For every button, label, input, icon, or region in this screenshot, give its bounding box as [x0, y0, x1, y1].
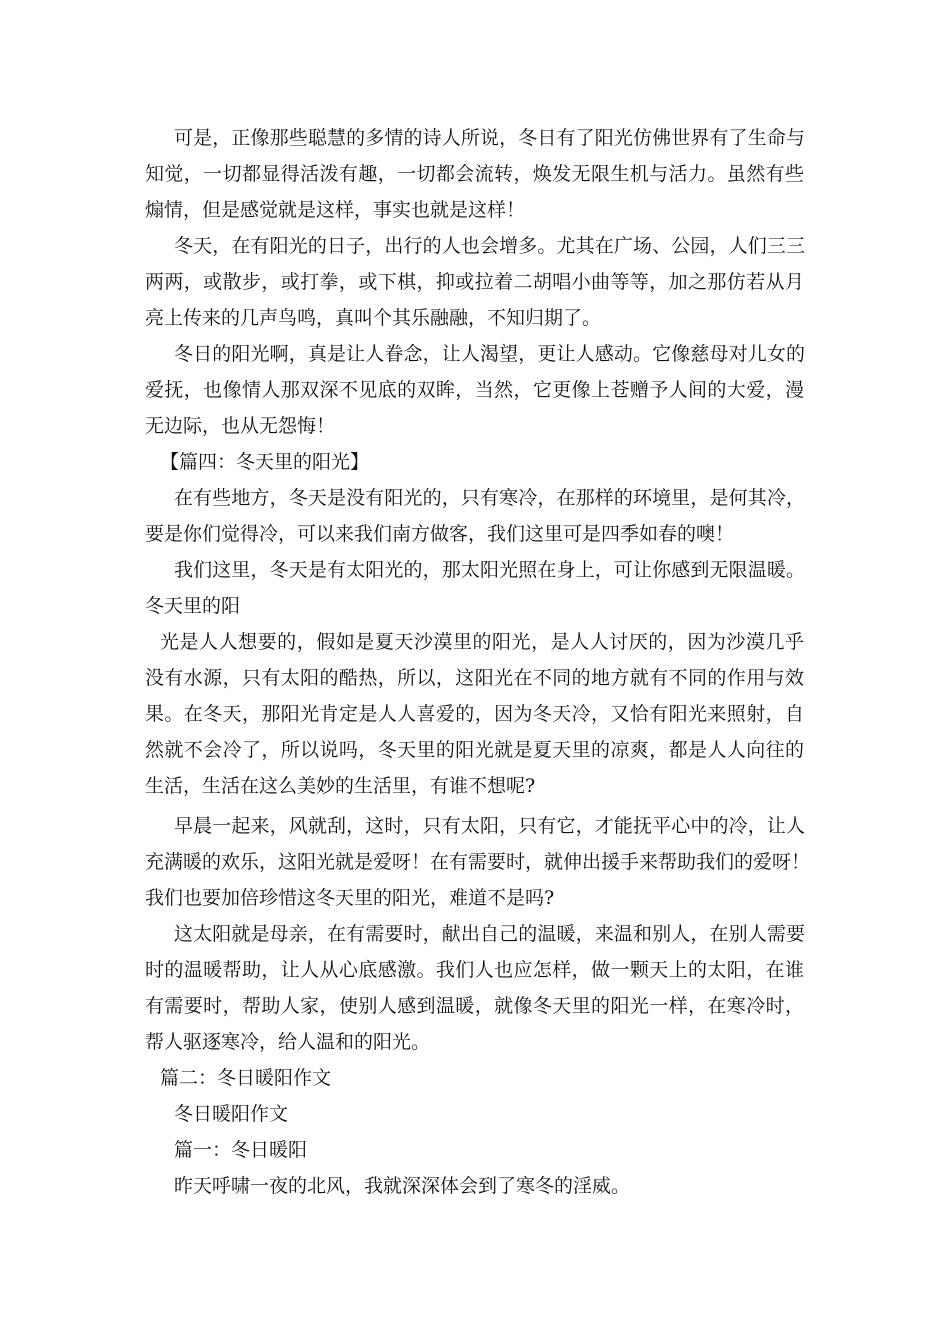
paragraph-line: 生活，生活在这么美妙的生活里，有谁不想呢? — [145, 775, 536, 797]
paragraph-line: 爱抚，也像情人那双深不见底的双眸，当然，它更像上苍赠予人间的大爱，漫 — [145, 379, 804, 401]
paragraph-line: 帮人驱逐寒冷，给人温和的阳光。 — [145, 1031, 431, 1053]
paragraph-line: 冬天里的阳 — [145, 595, 241, 617]
paragraph-line: 知觉，一切都显得活泼有趣，一切都会流转，焕发无限生机与活力。虽然有些 — [145, 163, 804, 185]
paragraph-line: 昨天呼啸一夜的北风，我就深深体会到了寒冬的淫威。 — [174, 1175, 631, 1197]
section-heading: 【篇四：冬天里的阳光】 — [160, 451, 370, 473]
paragraph-line: 亮上传来的几声鸟鸣，真叫个其乐融融，不知归期了。 — [145, 307, 602, 329]
section-heading: 篇一：冬日暖阳 — [174, 1139, 308, 1161]
paragraph-line: 两两，或散步，或打拳，或下棋，抑或拉着二胡唱小曲等等，加之那仿若从月 — [145, 271, 804, 293]
paragraph-line: 有需要时，帮助人家，使别人感到温暖，就像冬天里的阳光一样，在寒冷时， — [145, 995, 804, 1017]
section-heading: 篇二：冬日暖阳作文 — [160, 1067, 332, 1089]
paragraph-line: 时的温暖帮助，让人从心底感激。我们人也应怎样，做一颗天上的太阳，在谁 — [145, 959, 804, 981]
paragraph-line: 煽情，但是感觉就是这样，事实也就是这样！ — [145, 199, 526, 221]
paragraph-line: 要是你们觉得冷，可以来我们南方做客，我们这里可是四季如春的噢！ — [145, 523, 735, 545]
paragraph-line: 可是，正像那些聪慧的多情的诗人所说，冬日有了阳光仿佛世界有了生命与 — [174, 127, 805, 149]
paragraph-line: 光是人人想要的，假如是夏天沙漠里的阳光，是人人讨厌的，因为沙漠几乎 — [160, 631, 804, 653]
paragraph-line: 早晨一起来，风就刮，这时，只有太阳，只有它，才能抚平心中的冷，让人 — [174, 815, 805, 837]
essay-title: 冬日暖阳作文 — [174, 1103, 289, 1125]
paragraph-line: 在有些地方，冬天是没有阳光的，只有寒冷，在那样的环境里，是何其冷， — [174, 487, 805, 509]
paragraph-line: 果。在冬天，那阳光肯定是人人喜爱的，因为冬天冷，又恰有阳光来照射，自 — [145, 703, 804, 725]
paragraph-line: 冬日的阳光啊，真是让人眷念，让人渴望，更让人感动。它像慈母对儿女的 — [174, 343, 805, 365]
paragraph-line: 冬天，在有阳光的日子，出行的人也会增多。尤其在广场、公园，人们三三 — [174, 235, 805, 257]
paragraph-line: 这太阳就是母亲，在有需要时，献出自己的温暖，来温和别人，在别人需要 — [174, 923, 805, 945]
paragraph-line: 充满暖的欢乐，这阳光就是爱呀！在有需要时，就伸出援手来帮助我们的爱呀！ — [145, 851, 811, 873]
paragraph-line: 没有水源，只有太阳的酷热，所以，这阳光在不同的地方就有不同的作用与效 — [145, 667, 804, 689]
paragraph-line: 我们也要加倍珍惜这冬天里的阳光，难道不是吗? — [145, 887, 555, 909]
paragraph-line: 无边际，也从无怨悔！ — [145, 415, 336, 437]
paragraph-line: 然就不会冷了，所以说吗，冬天里的阳光就是夏天里的凉爽，都是人人向往的 — [145, 739, 804, 761]
paragraph-line: 我们这里，冬天是有太阳光的，那太阳光照在身上，可让你感到无限温暖。 — [174, 559, 805, 581]
